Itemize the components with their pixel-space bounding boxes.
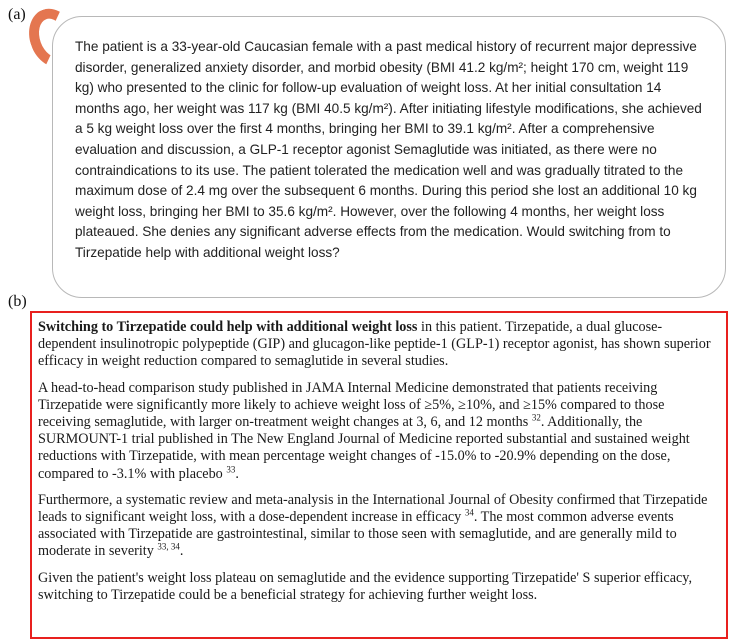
answer-p2-a: A head-to-head comparison study published in JAMA Internal Medicine demonstrated that patients receiving Tirzepatide were significantly more likely to achieve weight loss of ≥5%, ≥10%, and ≥15% compared to those receiving semaglutide, with larger on-treatment weight changes at 3, 6, and 12 months — [38, 379, 665, 431]
answer-box — [30, 311, 728, 639]
prompt-bubble — [52, 16, 726, 298]
answer-paragraph-2 — [38, 380, 720, 483]
citation-ref: 33 — [226, 463, 236, 474]
answer-p3-a: Furthermore, a systematic review and meta-analysis in the International Journal of Obesity confirmed that Tirzepatide leads to significant weight loss, with a dose-dependent increase in efficacy — [38, 491, 708, 526]
answer-p2-b: . Additionally, the SURMOUNT-1 trial published in The New England Journal of Medicine reported substantial and sustained weight reductions with Tirzepatide, with mean percentage weight changes of -15.0% to -20.9% depending on the dose, compared to -3.1% with placebo — [38, 414, 690, 482]
answer-paragraph-1 — [38, 319, 720, 371]
answer-p3-b: . The most common adverse events associated with Tirzepatide are gastrointestinal, similar to those seen with semaglutide, and are generally mild to moderate in severity — [38, 509, 677, 560]
citation-ref: 34 — [464, 507, 474, 518]
answer-p2-c: . — [235, 465, 239, 482]
answer-p3-c: . — [179, 543, 184, 560]
answer-lead-bold: Switching to Tirzepatide could help with additional weight loss — [38, 319, 418, 335]
answer-p1-rest: in this patient. Tirzepatide, a dual glucose-dependent insulinotropic polypeptide (GIP) and glucagon-like peptide-1 (GLP-1) receptor agonist, has shown superior efficacy in weight reduction compared to semaglutide in several studies. — [38, 319, 711, 370]
citation-ref: 33, 34 — [157, 541, 180, 552]
panel-label-b: (b) — [8, 293, 27, 310]
panel-label-a: (a) — [8, 6, 26, 23]
prompt-text: The patient is a 33-year-old Caucasian female with a past medical history of recurrent major depressive disorder, generalized anxiety disorder, and morbid obesity (BMI 41.2 kg/m²; height 170 cm, weight 119 kg) who presented to the clinic for follow-up evaluation of weight loss. At her initial consultation 14 months ago, her weight was 117 kg (BMI 40.5 kg/m²). After initiating lifestyle modifications, she achieved a 5 kg weight loss over the first 4 months, bringing her BMI to 39.1 kg/m². After a comprehensive evaluation and discussion, a GLP-1 receptor agonist Semaglutide was initiated, as there were no contraindications to its use. The patient tolerated the medication well and was gradually titrated to the maximum dose of 2.4 mg over the subsequent 6 months. During this period she lost an additional 10 kg weight loss, bringing her BMI to 35.6 kg/m². However, over the following 4 months, her weight loss plateaued. She denies any significant adverse effects from the medication. Would switching from to Tirzepatide help with additional weight loss? — [75, 39, 702, 260]
answer-paragraph-4: Given the patient's weight loss plateau on semaglutide and the evidence supporting Tirzepatide' S superior efficacy, switching to Tirzepatide could be a beneficial strategy for achieving further weight loss. — [38, 569, 693, 603]
answer-paragraph-3 — [38, 492, 720, 561]
citation-ref: 32 — [531, 412, 541, 423]
